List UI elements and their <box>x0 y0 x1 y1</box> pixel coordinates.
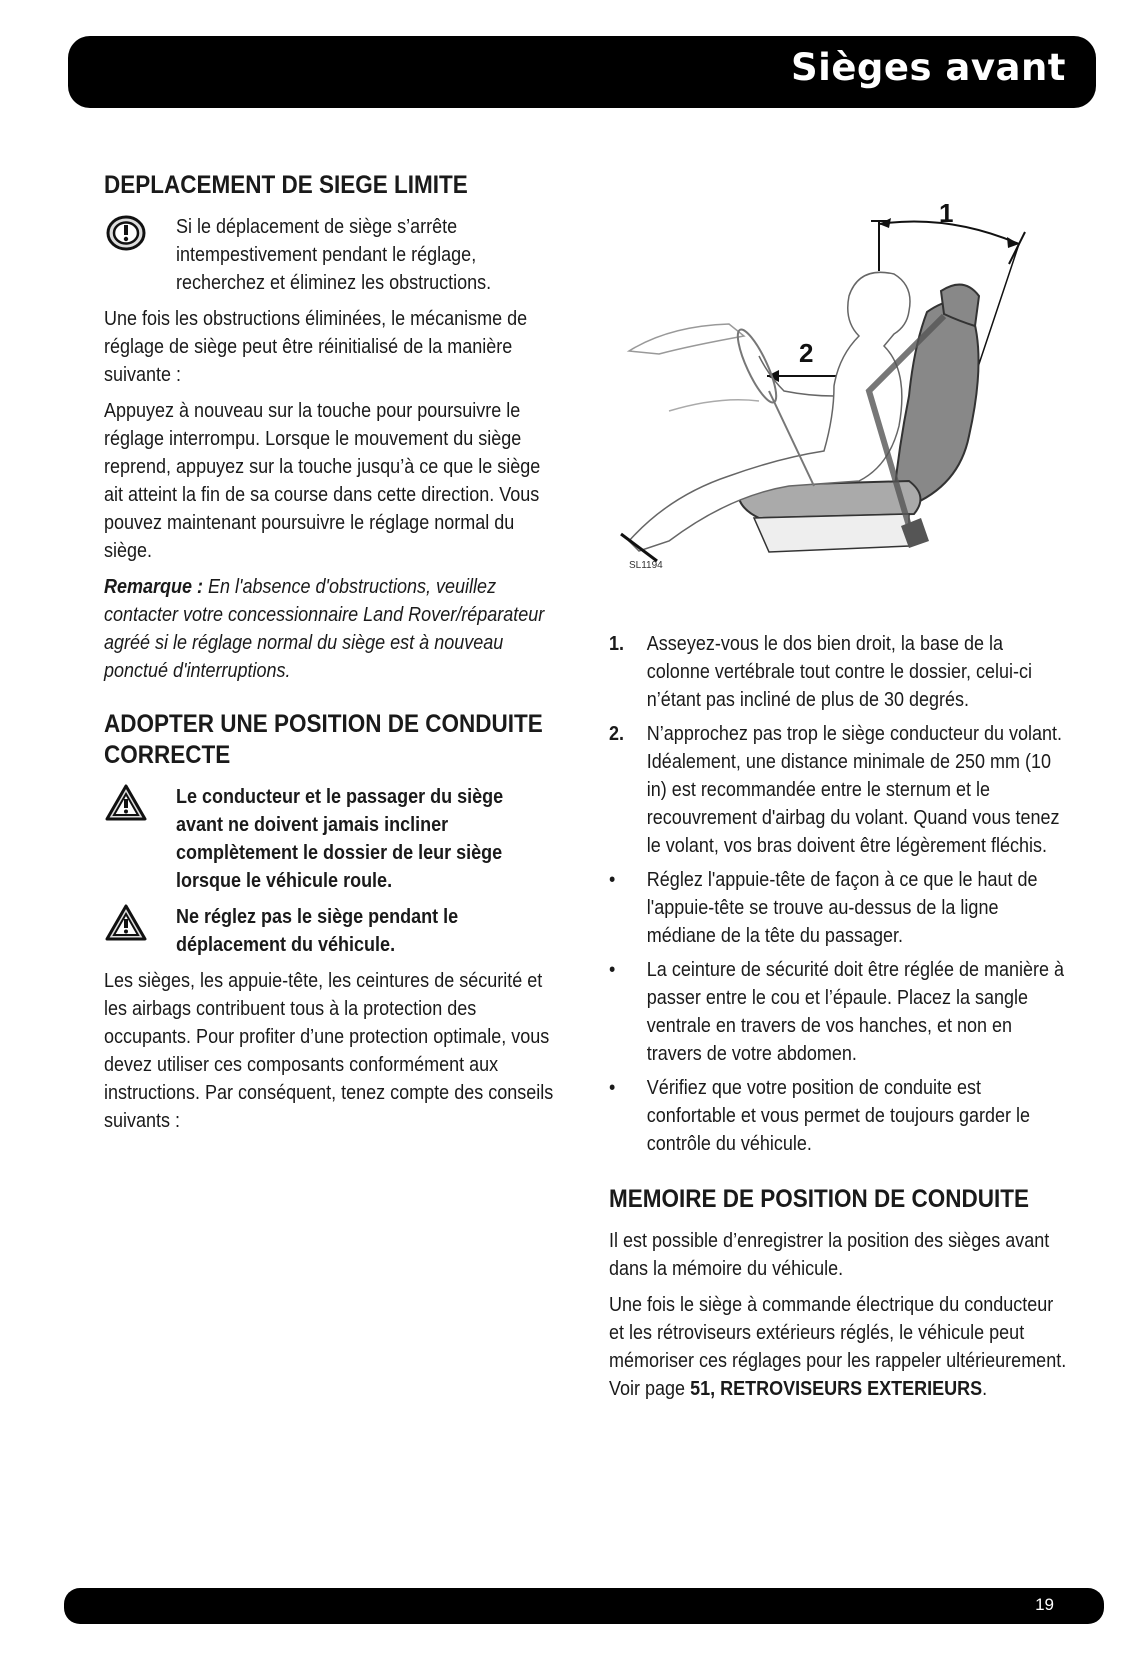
page-title: Sièges avant <box>791 46 1066 89</box>
caution-notice <box>104 213 564 297</box>
seating-position-illustration <box>609 196 1079 616</box>
paragraph: Appuyez à nouveau sur la touche pour poursuivre le réglage interrompu. Lorsque le mouvement du siège reprend, appuyez sur la touche jusqu’à ce que le siège ait atteint la fin de sa course dans cette direction. Vous pouvez maintenant poursuivre le réglage normal du siège. <box>104 400 541 562</box>
section-title-driving-position: ADOPTER UNE POSITION DE CONDUITE <box>104 710 543 738</box>
section-title-memory: MEMOIRE DE POSITION DE CONDUITE <box>609 1185 1030 1213</box>
list-item <box>609 866 1069 950</box>
illustration-code: SL1194 <box>629 560 663 571</box>
list-marker: • <box>609 959 616 981</box>
warning-notice <box>104 903 564 959</box>
caution-icon <box>104 213 176 258</box>
list-item <box>609 956 1069 1068</box>
list-marker: • <box>609 1077 616 1099</box>
section-title-driving-position-line2: CORRECTE <box>104 741 231 769</box>
caution-text: Si le déplacement de siège s’arrête intempestivement pendant le réglage, recherchez et éliminez les obstructions. <box>176 216 492 294</box>
instruction-list <box>609 630 1069 1158</box>
section-title-seat-limit: DEPLACEMENT DE SIEGE LIMITE <box>104 171 468 199</box>
list-item <box>609 720 1069 860</box>
list-item <box>609 630 1069 714</box>
label-1: 1 <box>939 198 954 228</box>
left-column <box>104 170 564 1143</box>
list-marker: 1. <box>609 633 625 655</box>
footer-bar <box>64 1588 1104 1624</box>
paragraph <box>609 1291 1069 1403</box>
header-bar <box>68 36 1096 108</box>
warning-text: Ne réglez pas le siège pendant le déplacement du véhicule. <box>176 906 459 956</box>
paragraph: Une fois les obstructions éliminées, le mécanisme de réglage de siège peut être réinitialisé de la manière suivante : <box>104 308 528 386</box>
warning-icon <box>104 783 176 828</box>
warning-notice <box>104 783 564 895</box>
period: . <box>982 1378 988 1400</box>
paragraph-text: Une fois le siège à commande électrique du conducteur et les rétroviseurs extérieurs réglés, le véhicule peut mémoriser ces réglages pour les rappeler ultérieurement. Voir page <box>609 1294 1067 1400</box>
list-item <box>609 1074 1069 1158</box>
list-marker: • <box>609 869 616 891</box>
paragraph: Il est possible d’enregistrer la position des sièges avant dans la mémoire du véhicule. <box>609 1230 1050 1280</box>
label-2: 2 <box>799 338 814 368</box>
list-text: La ceinture de sécurité doit être réglée de manière à passer entre le cou et l’épaule. Placez la sangle ventrale en travers de vos hanches, et non en travers de votre abdomen. <box>646 959 1065 1065</box>
page-number: 19 <box>1035 1595 1054 1614</box>
warning-text: Le conducteur et le passager du siège avant ne doivent jamais incliner complètement le dossier de leur siège lorsque le véhicule roule. <box>176 786 504 892</box>
list-text: N’approchez pas trop le siège conducteur du volant. Idéalement, une distance minimale de 250 mm (10 in) est recommandée entre le sternum et le recouvrement d'airbag du volant. Quand vous tenez le volant, vos bras doivent être légèrement fléchis. <box>646 723 1063 857</box>
remark-text: En l'absence d'obstructions, veuillez contacter votre concessionnaire Land Rover/réparateur agréé si le réglage normal du siège est à nouveau ponctué d'interruptions. <box>104 576 545 682</box>
page-reference-link[interactable]: 51, RETROVISEURS EXTERIEURS <box>690 1378 983 1400</box>
list-text: Réglez l'appuie-tête de façon à ce que le haut de l'appuie-tête se trouve au-dessus de la ligne médiane de la tête du passager. <box>646 869 1038 947</box>
warning-icon <box>104 903 176 948</box>
remark <box>104 573 564 685</box>
list-marker: 2. <box>609 723 625 745</box>
right-column <box>609 630 1069 1411</box>
remark-label: Remarque : <box>104 576 204 598</box>
paragraph: Les sièges, les appuie-tête, les ceintures de sécurité et les airbags contribuent tous à la protection des occupants. Pour profiter d’une protection optimale, vous devez utiliser ces composants conformément aux instructions. Par conséquent, tenez compte des conseils suivants : <box>104 970 554 1132</box>
list-text: Asseyez-vous le dos bien droit, la base de la colonne vertébrale tout contre le dossier, celui-ci n’étant pas incliné de plus de 30 degrés. <box>646 633 1033 711</box>
list-text: Vérifiez que votre position de conduite est confortable et vous permet de toujours garder le contrôle du véhicule. <box>646 1077 1031 1155</box>
